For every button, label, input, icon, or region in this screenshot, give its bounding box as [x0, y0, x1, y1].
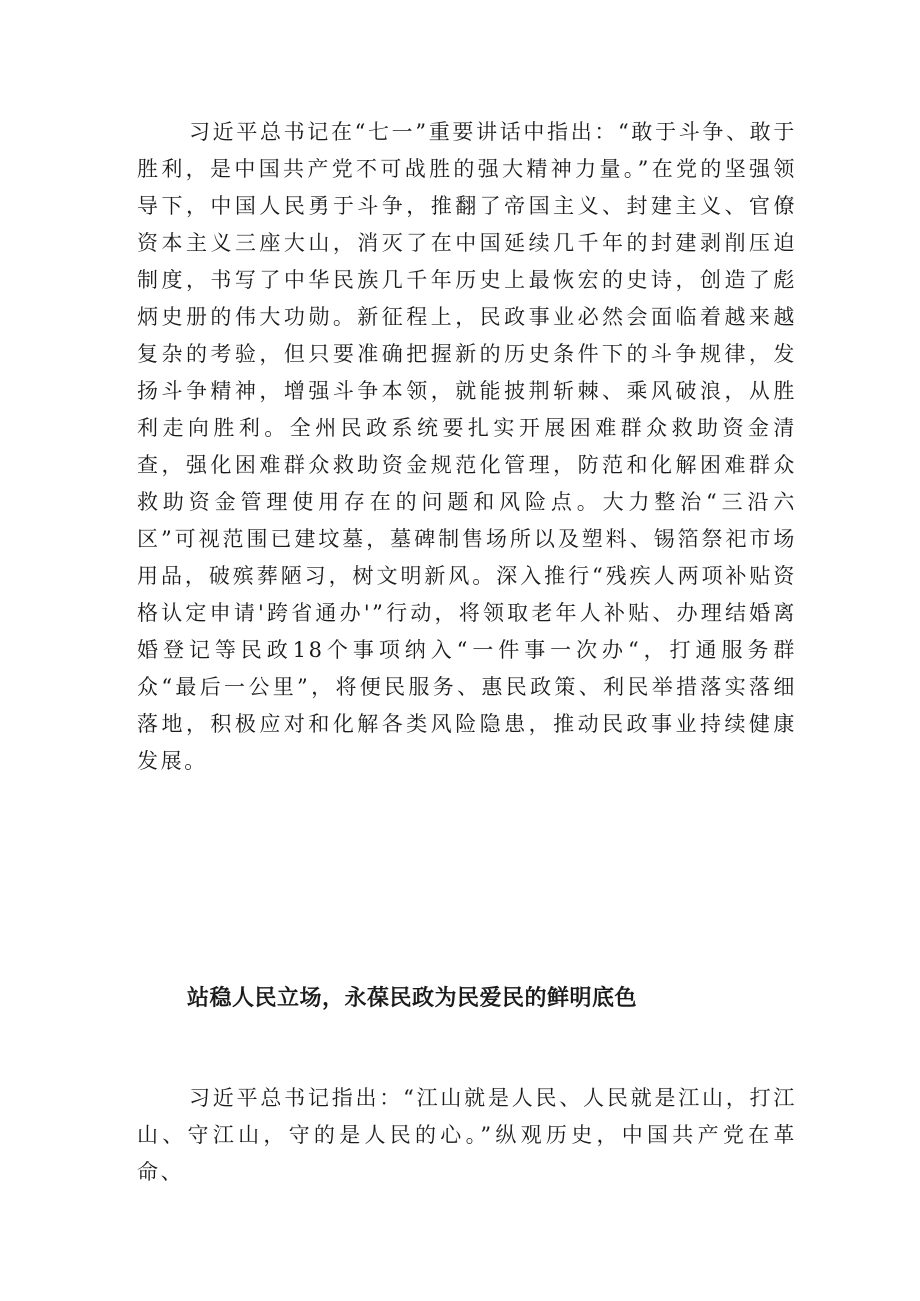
body-paragraph: 习近平总书记指出：“江山就是人民、人民就是江山，打江山、守江山，守的是人民的心。”纵观历史，中国共产党在革命、: [137, 1086, 797, 1184]
section-heading: 站稳人民立场，永葆民政为民爱民的鲜明底色: [187, 986, 638, 1011]
body-paragraph: 习近平总书记在“七一”重要讲话中指出：“敢于斗争、敢于胜利，是中国共产党不可战胜的强大精神力量。”在党的坚强领导下，中国人民勇于斗争，推翻了帝国主义、封建主义、官僚资本主义三座大山，消灭了在中国延续几千年的封建剥削压迫制度，书写了中华民族几千年历史上最恢宏的史诗，创造了彪炳史册的伟大功勋。新征程上，民政事业必然会面临着越来越复杂的考验，但只要准确把握新的历史条件下的斗争规律，发扬斗争精神，增强斗争本领，就能披荆斩棘、乘风破浪，从胜利走向胜利。全州民政系统要扎实开展困难群众救助资金清查，强化困难群众救助资金规范化管理，防范和化解困难群众救助资金管理使用存在的问题和风险点。大力整治“三沿六区”可视范围已建坟墓，墓碑制售场所以及塑料、锡箔祭祀市场用品，破殡葬陋习，树文明新风。深入推行“残疾人两项补贴资格认定申请'跨省通办'”行动，将领取老年人补贴、办理结婚离婚登记等民政18个事项纳入“一件事一次办“，打通服务群众“最后一公里”，将便民服务、惠民政策、利民举措落实落细落地，积极应对和化解各类风险隐患，推动民政事业持续健康发展。: [137, 120, 797, 773]
